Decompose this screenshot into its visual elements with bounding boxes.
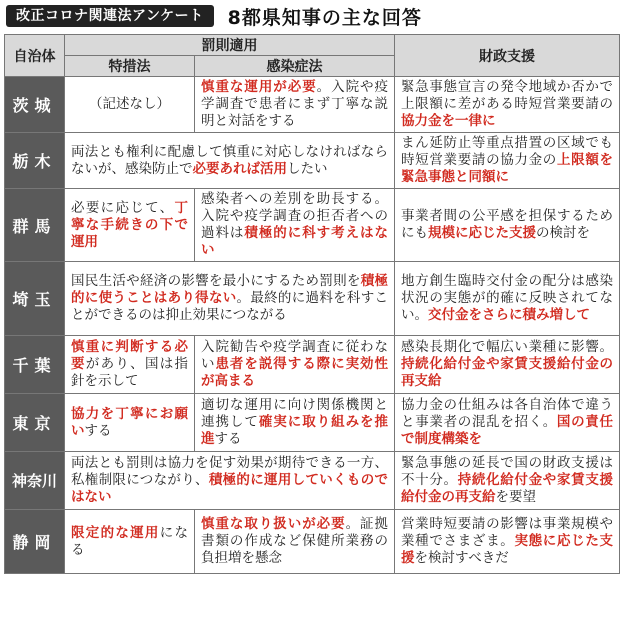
answer-text: まん延防止等重点措置の区域でも時短営業要請の協力金の — [401, 135, 613, 168]
special-measures-cell — [65, 394, 195, 452]
prefecture-cell: 神奈川 — [5, 452, 65, 510]
finance-cell — [395, 452, 620, 510]
answer-text: する — [214, 431, 242, 447]
answer-text: 事業者間の公平感を担保するためにも — [401, 208, 613, 241]
table-row — [5, 189, 620, 262]
highlight-text: 協力を丁寧にお願い — [71, 405, 188, 439]
prefecture-cell: 静岡 — [5, 510, 65, 574]
highlight-text: 慎重な取り扱いが必要 — [201, 516, 346, 532]
infectious-disease-cell — [195, 189, 395, 262]
answer-text: する — [84, 422, 112, 439]
answer-text: 。入院や疫学調査で患者にまず丁寧な説明と対話をする — [201, 79, 389, 129]
answer-text: 緊急事態宣言の発令地域か否かで上限額に差がある時短営業要請の — [401, 79, 613, 112]
answer-text: 必要に応じて、 — [71, 199, 175, 216]
prefecture-cell: 茨城 — [5, 77, 65, 133]
table-row — [5, 133, 620, 189]
answer-text: 。証拠書類の作成など保健所業務の負担増を懸念 — [201, 516, 389, 566]
highlight-text: 積極的に科す考えはない — [201, 225, 388, 258]
answer-text: 地方創生臨時交付金の配分は感染状況の実態が的確に反映されてない。 — [401, 273, 613, 323]
header-finance: 財政支援 — [395, 35, 620, 77]
prefecture-cell: 埼玉 — [5, 262, 65, 336]
page-title: 8都県知事の主な回答 — [227, 6, 422, 29]
finance-cell — [395, 262, 620, 336]
title-bar — [6, 4, 422, 28]
answer-text: 緊急事態の延長で国の財政支援は不十分。 — [401, 455, 613, 488]
answer-text: 協力金の仕組みは各自治体で違うと事業者の混乱を招く。 — [401, 397, 613, 430]
table-row — [5, 77, 620, 133]
highlight-text: 必要あれば活用 — [192, 160, 287, 177]
answer-text: 国民生活や経済の影響を最小にするため罰則を — [71, 273, 361, 289]
highlight-text: 慎重に判断する必要 — [71, 339, 188, 372]
finance-cell — [395, 394, 620, 452]
prefecture-cell: 千葉 — [5, 336, 65, 394]
answer-text: 適切な運用に向け関係機関と連携して — [201, 397, 388, 430]
header-penalty: 罰則適用 — [65, 35, 395, 56]
table-row — [5, 336, 620, 394]
finance-cell — [395, 336, 620, 394]
infectious-disease-cell — [195, 510, 395, 574]
highlight-text: 持続化給付金や家賃支援給付金の再支給 — [401, 472, 614, 505]
answer-text: があり、国は指針を示して — [71, 356, 189, 389]
highlight-text: 持続化給付金や家賃支援給付金の再支給 — [401, 356, 613, 389]
prefecture-cell: 群馬 — [5, 189, 65, 262]
answer-text: 入院勧告や疫学調査に従わない — [201, 339, 388, 372]
highlight-text: 国の責任で制度構築を — [401, 414, 613, 447]
prefecture-cell: 栃木 — [5, 133, 65, 189]
infectious-disease-cell — [195, 336, 395, 394]
table-body — [5, 77, 620, 574]
answer-text: を検討すべきだ — [414, 550, 509, 566]
header-special-measures: 特措法 — [65, 56, 195, 77]
answer-text: の検討を — [536, 225, 590, 241]
special-measures-cell — [65, 510, 195, 574]
highlight-text: 慎重な運用が必要 — [201, 79, 317, 95]
special-measures-cell — [65, 189, 195, 262]
finance-cell — [395, 189, 620, 262]
table-row — [5, 394, 620, 452]
infectious-disease-cell — [195, 77, 395, 133]
answer-text: 感染長期化で幅広い業種に影響。 — [401, 339, 613, 355]
answer-text: 営業時短要請の影響は事業規模や業種でさまざま。 — [401, 516, 613, 549]
answer-text: 。最終的に過料を科すことができるのは抑止効果につながる — [71, 290, 389, 323]
answer-text: （記述なし） — [89, 96, 170, 112]
table-row — [5, 262, 620, 336]
highlight-text: 確実に取り組みを推進 — [201, 414, 389, 447]
highlight-text: 実態に応じた支援 — [401, 533, 614, 566]
survey-tag: 改正コロナ関連法アンケート — [6, 5, 214, 27]
answers-table — [4, 34, 620, 574]
answer-text: 両法とも罰則は協力を促す効果が期待できる一方、私権制限につながり、 — [71, 455, 388, 488]
answer-text: 両法とも権利に配慮して慎重に対応しなければならないが、感染防止で — [71, 143, 388, 177]
highlight-text: 限定的な運用 — [71, 524, 160, 541]
answer-text: になる — [71, 524, 189, 558]
highlight-text: 積極的に運用していくものではない — [71, 472, 389, 505]
highlight-text: 規模に応じた支援 — [428, 225, 536, 241]
header-infectious-disease: 感染症法 — [195, 56, 395, 77]
highlight-text: 上限額を緊急事態と同額に — [401, 152, 614, 185]
answer-text: を要望 — [495, 489, 536, 505]
finance-cell — [395, 510, 620, 574]
finance-cell — [395, 133, 620, 189]
penalty-combined-cell — [65, 452, 395, 510]
finance-cell — [395, 77, 620, 133]
table-row — [5, 510, 620, 574]
prefecture-cell: 東京 — [5, 394, 65, 452]
answer-text: したい — [287, 160, 328, 177]
table-row — [5, 452, 620, 510]
highlight-text: 患者を説得する際に実効性が高まる — [201, 356, 389, 389]
header-prefecture: 自治体 — [5, 35, 65, 77]
highlight-text: 交付金をさらに積み増して — [428, 307, 590, 323]
highlight-text: 丁寧な手続きの下で運用 — [71, 199, 188, 250]
answer-text: 感染者への差別を助長する。入院や疫学調査の拒否者への過料は — [201, 191, 388, 241]
penalty-combined-cell — [65, 133, 395, 189]
highlight-text: 協力金を一律に — [401, 113, 496, 129]
special-measures-cell — [65, 77, 195, 133]
special-measures-cell — [65, 336, 195, 394]
penalty-combined-cell — [65, 262, 395, 336]
highlight-text: 積極的に使うことはあり得ない — [71, 273, 389, 306]
infectious-disease-cell — [195, 394, 395, 452]
